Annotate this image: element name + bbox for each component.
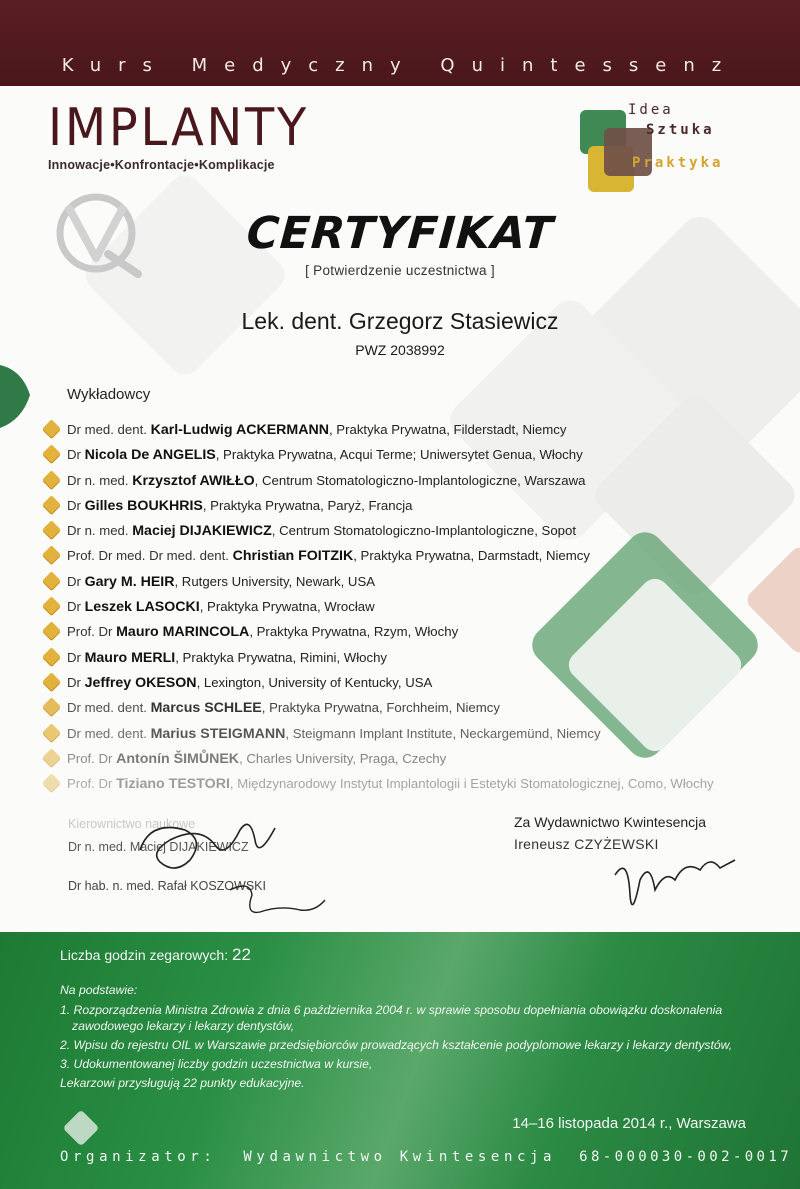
lecturer-title: Dr [67,599,81,615]
lecturer-item [42,420,782,445]
basis-line: Lekarzowi przysługują 22 punkty edukacyjne. [60,1076,305,1090]
lecturer-affiliation: , Praktyka Prywatna, Wrocław [199,599,375,615]
lecturer-name: Nicola De ANGELIS [84,447,216,464]
publisher-name: Ireneusz CZYŻEWSKI [514,836,659,852]
lecturer-name: Leszek LASOCKI [84,599,200,616]
top-banner [0,0,800,86]
basis-line: 1. Rozporządzenia Ministra Zdrowia z dnia 6 października 2004 r. w sprawie sposobu dopełniania obowiązku doskonalenia [60,1003,723,1017]
diamond-bullet-icon [42,773,60,791]
brand-title: IMPLANTY [48,98,310,158]
lecturer-item [42,648,782,673]
organizer-number: 68-000030-002-0017 [579,1149,793,1165]
lecturer-affiliation: , Rutgers University, Newark, USA [174,573,376,589]
lecturer-affiliation: , Charles University, Praga, Czechy [239,750,447,766]
lecturer-title: Dr [67,649,81,665]
lecturer-title: Dr med. dent. [67,725,147,741]
lecturer-affiliation: , Centrum Stomatologiczno-Implantologiczne, Sopot [271,523,576,539]
brand-subtitle: Innowacje•Konfrontacje•Komplikacje [48,158,275,172]
pwz-number: PWZ 2038992 [355,342,445,358]
lecturer-item [42,471,782,496]
lecturer-item [42,597,782,622]
lecturer-title: Prof. Dr med. Dr med. dent. [67,548,229,564]
basis-line: 2. Wpisu do rejestru OIL w Warszawie przedsiębiorców prowadzących kształcenie podyplomowe lekarzy i lekarzy dentystów, [60,1038,733,1052]
lecturer-name: Christian FOITZIK [232,548,354,565]
lecturer-affiliation: , Międzynarodowy Instytut Implantologii i Estetyki Stomatologicznej, Como, Włochy [229,776,714,792]
lecturer-name: Mauro MARINCOLA [116,624,250,641]
lecturer-title: Dr med. dent. [67,422,147,437]
lecturer-item [42,572,782,597]
publisher-label: Za Wydawnictwo Kwintesencja [514,814,707,830]
certificate-title: CERTYFIKAT [244,208,556,259]
lecturer-name: Tiziano TESTORI [116,776,230,793]
lecturer-title: Dr [67,447,81,463]
lecturer-item [42,445,782,470]
lecturer-name: Jeffrey OKESON [84,674,197,691]
recipient-name: Lek. dent. Grzegorz Stasiewicz [241,308,559,334]
diamond-bullet-icon [42,470,60,488]
diamond-bullet-icon [42,571,60,589]
lecturer-name: Marius STEIGMANN [150,725,286,742]
lecturer-title: Dr [67,573,81,589]
lecturer-name: Antonín ŠIMŮNEK [116,750,240,767]
diamond-bullet-icon [42,748,60,766]
lecturer-title: Dr med. dent. [67,700,147,716]
lecturer-title: Prof. Dr [67,624,113,640]
lecturer-affiliation: , Praktyka Prywatna, Rimini, Włochy [175,649,388,665]
director-signature-name: Dr n. med. Maciej DIJAKIEWICZ [68,840,249,854]
footer-diamond-icon [60,1107,102,1149]
lecturer-affiliation: , Praktyka Prywatna, Paryż, Francja [202,497,413,513]
lecturer-affiliation: , Steigmann Implant Institute, Neckargemünd, Niemcy [285,725,601,741]
diamond-bullet-icon [42,672,60,690]
lecturer-item [42,546,782,571]
diamond-bullet-icon [42,698,60,716]
lecturer-item [42,673,782,698]
lecturer-name: Gary M. HEIR [84,573,175,590]
lecturer-item [42,749,782,774]
tagline-praktyka: Praktyka [632,155,724,171]
tagline-sztuka: Sztuka [646,122,715,138]
director2-signature-name: Dr hab. n. med. Rafał KOSZOWSKI [68,879,266,893]
lecturer-name: Mauro MERLI [84,649,176,666]
lecturer-name: Karl-Ludwig ACKERMANN [150,422,329,438]
handwritten-signatures [0,800,800,940]
basis-line: zawodowego lekarzy i lekarzy dentystów, [72,1019,295,1033]
lecturer-affiliation: , Praktyka Prywatna, Forchheim, Niemcy [261,700,500,716]
lecturer-name: Maciej DIJAKIEWICZ [132,523,272,540]
lecturer-item [42,521,782,546]
diamond-bullet-icon [42,622,60,640]
lecturer-affiliation: , Praktyka Prywatna, Darmstadt, Niemcy [353,548,590,564]
lecturer-name: Marcus SCHLEE [150,700,262,717]
diamond-bullet-icon [42,647,60,665]
diamond-bullet-icon [42,546,60,564]
lecturer-item [42,698,782,723]
diamond-bullet-icon [42,419,60,437]
basis-label: Na podstawie: [60,983,138,997]
hours-label: Liczba godzin zegarowych: [60,947,229,963]
organizer-label: Organizator: [60,1149,217,1165]
lecturer-title: Dr [67,497,81,513]
faded-signature-label: Kierownictwo naukowe [68,817,196,831]
lecturers-list [42,420,782,799]
diamond-bullet-icon [42,495,60,513]
hours-line [60,945,251,965]
lecturer-item [42,622,782,647]
lecturer-item [42,724,782,749]
brand-block [48,100,332,172]
lecturer-affiliation: , Centrum Stomatologiczno-Implantologiczne, Warszawa [254,472,586,488]
lecturer-affiliation: , Praktyka Prywatna, Filderstadt, Niemcy [328,422,567,437]
diamond-bullet-icon [42,596,60,614]
organizer-name: Wydawnictwo Kwintesencja [243,1149,557,1165]
lecturer-name: Gilles BOUKHRIS [84,497,203,514]
hours-value: 22 [232,945,251,964]
lecturers-heading: Wykładowcy [67,386,151,403]
lecturer-title: Prof. Dr [67,776,113,792]
event-date: 14–16 listopada 2014 r., Warszawa [512,1115,746,1132]
organizer-line [60,1149,792,1165]
lecturer-title: Dr [67,674,81,690]
lecturer-item [42,496,782,521]
lecturer-affiliation: , Praktyka Prywatna, Rzym, Włochy [249,624,459,640]
lecturer-title: Dr n. med. [67,523,129,539]
course-series: Kurs Medyczny Quintessenz [61,55,739,76]
lecturer-title: Dr n. med. [67,472,129,488]
diamond-bullet-icon [42,445,60,463]
tagline-idea: Idea [628,102,674,118]
lecturer-title: Prof. Dr [67,750,113,766]
basis-line: 3. Udokumentowanej liczby godzin uczestnictwa w kursie, [60,1057,373,1071]
lecturer-item [42,774,782,799]
lecturer-name: Krzysztof AWIŁŁO [132,472,255,489]
lecturer-affiliation: , Lexington, University of Kentucky, USA [196,674,433,690]
lecturer-affiliation: , Praktyka Prywatna, Acqui Terme; Uniwersytet Genua, Włochy [215,447,583,463]
certificate-subtitle: [ Potwierdzenie uczestnictwa ] [305,263,495,278]
diamond-bullet-icon [42,520,60,538]
diamond-bullet-icon [42,723,60,741]
